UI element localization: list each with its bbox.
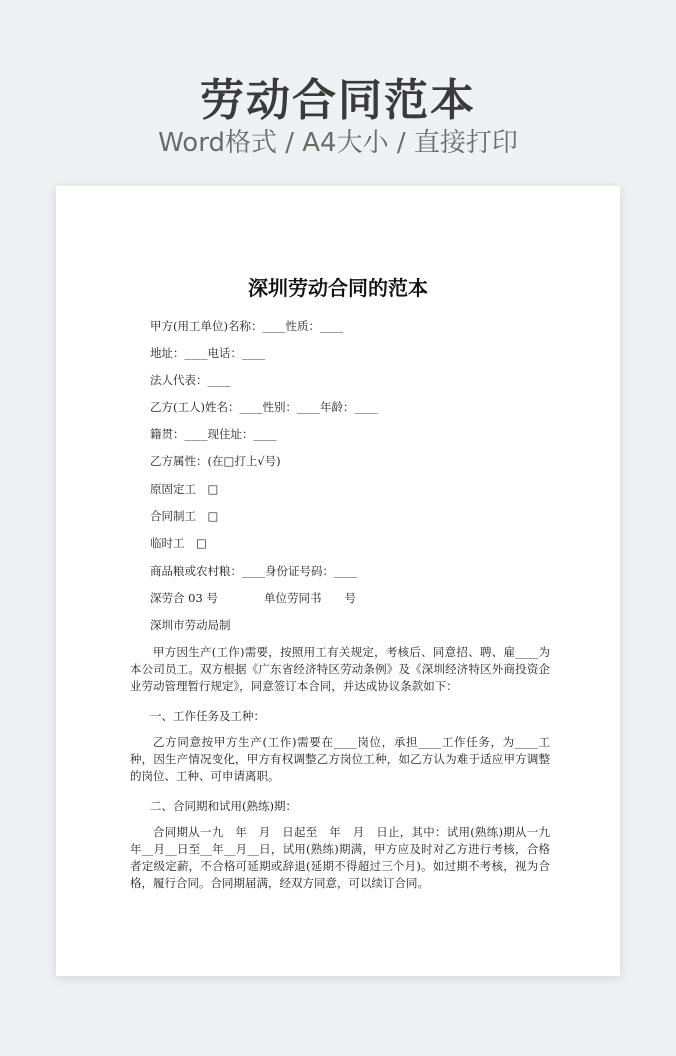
intro-paragraph: 甲方因生产(工作)需要，按照用工有关规定，考核后、同意招、聘、雇____为本公司员工。双方根据《广东省经济特区劳动条例》及《深圳经济特区外商投资企业劳动管理暂行规定》，同意签订本合同，并达成协议条款如下： [130,645,550,693]
field-contract-number: 深劳合 03 号 单位劳同书 号 [150,591,356,605]
section2-body: 合同期从一九 年 月 日起至 年 月 日止，其中：试用(熟练)期从一九 年__月__日至__年__月__日，试用(熟练)期满，甲方应及时对乙方进行考核，合格者定级定薪，不合格可延期或辞退(延期不得超过三个月)。如过期不考核，视为合格，履行合同。合同期届满，经双方同意，可以续订合同。 [130,825,562,890]
document-title: 深圳劳动合同的范本 [248,276,428,300]
field-employer-name: 甲方(用工单位)名称：____性质：____ [150,319,343,333]
field-issuer: 深圳市劳动局制 [150,618,231,632]
section1-heading: 一、工作任务及工种： [150,709,265,723]
banner-subtitle: Word格式 / A4大小 / 直接打印 [158,128,518,158]
document-page [56,186,620,976]
field-legal-rep: 法人代表：____ [150,373,231,387]
banner-title: 劳动合同范本 [200,75,476,126]
section2-heading: 二、合同期和试用(熟练)期： [150,799,297,813]
field-native-place: 籍贯：____现住址：____ [150,427,277,441]
option-temporary: 临时工 □ [150,536,207,550]
field-address: 地址：____电话：____ [150,346,265,360]
section1-body: 乙方同意按甲方生产(工作)需要在____岗位，承担____工作任务，为____工种，因生产情况变化，甲方有权调整乙方岗位工种，如乙方认为难于适应甲方调整的岗位、工种、可申请离职。 [130,735,550,783]
option-contract: 合同制工 □ [150,509,219,523]
field-employee-type: 乙方属性：(在□打上√号) [150,454,281,468]
field-employee-name: 乙方(工人)姓名：____性别：____年龄：____ [150,400,378,414]
option-permanent: 原固定工 □ [150,482,219,496]
field-grain-id: 商品粮或农村粮：____身份证号码：____ [150,564,357,578]
